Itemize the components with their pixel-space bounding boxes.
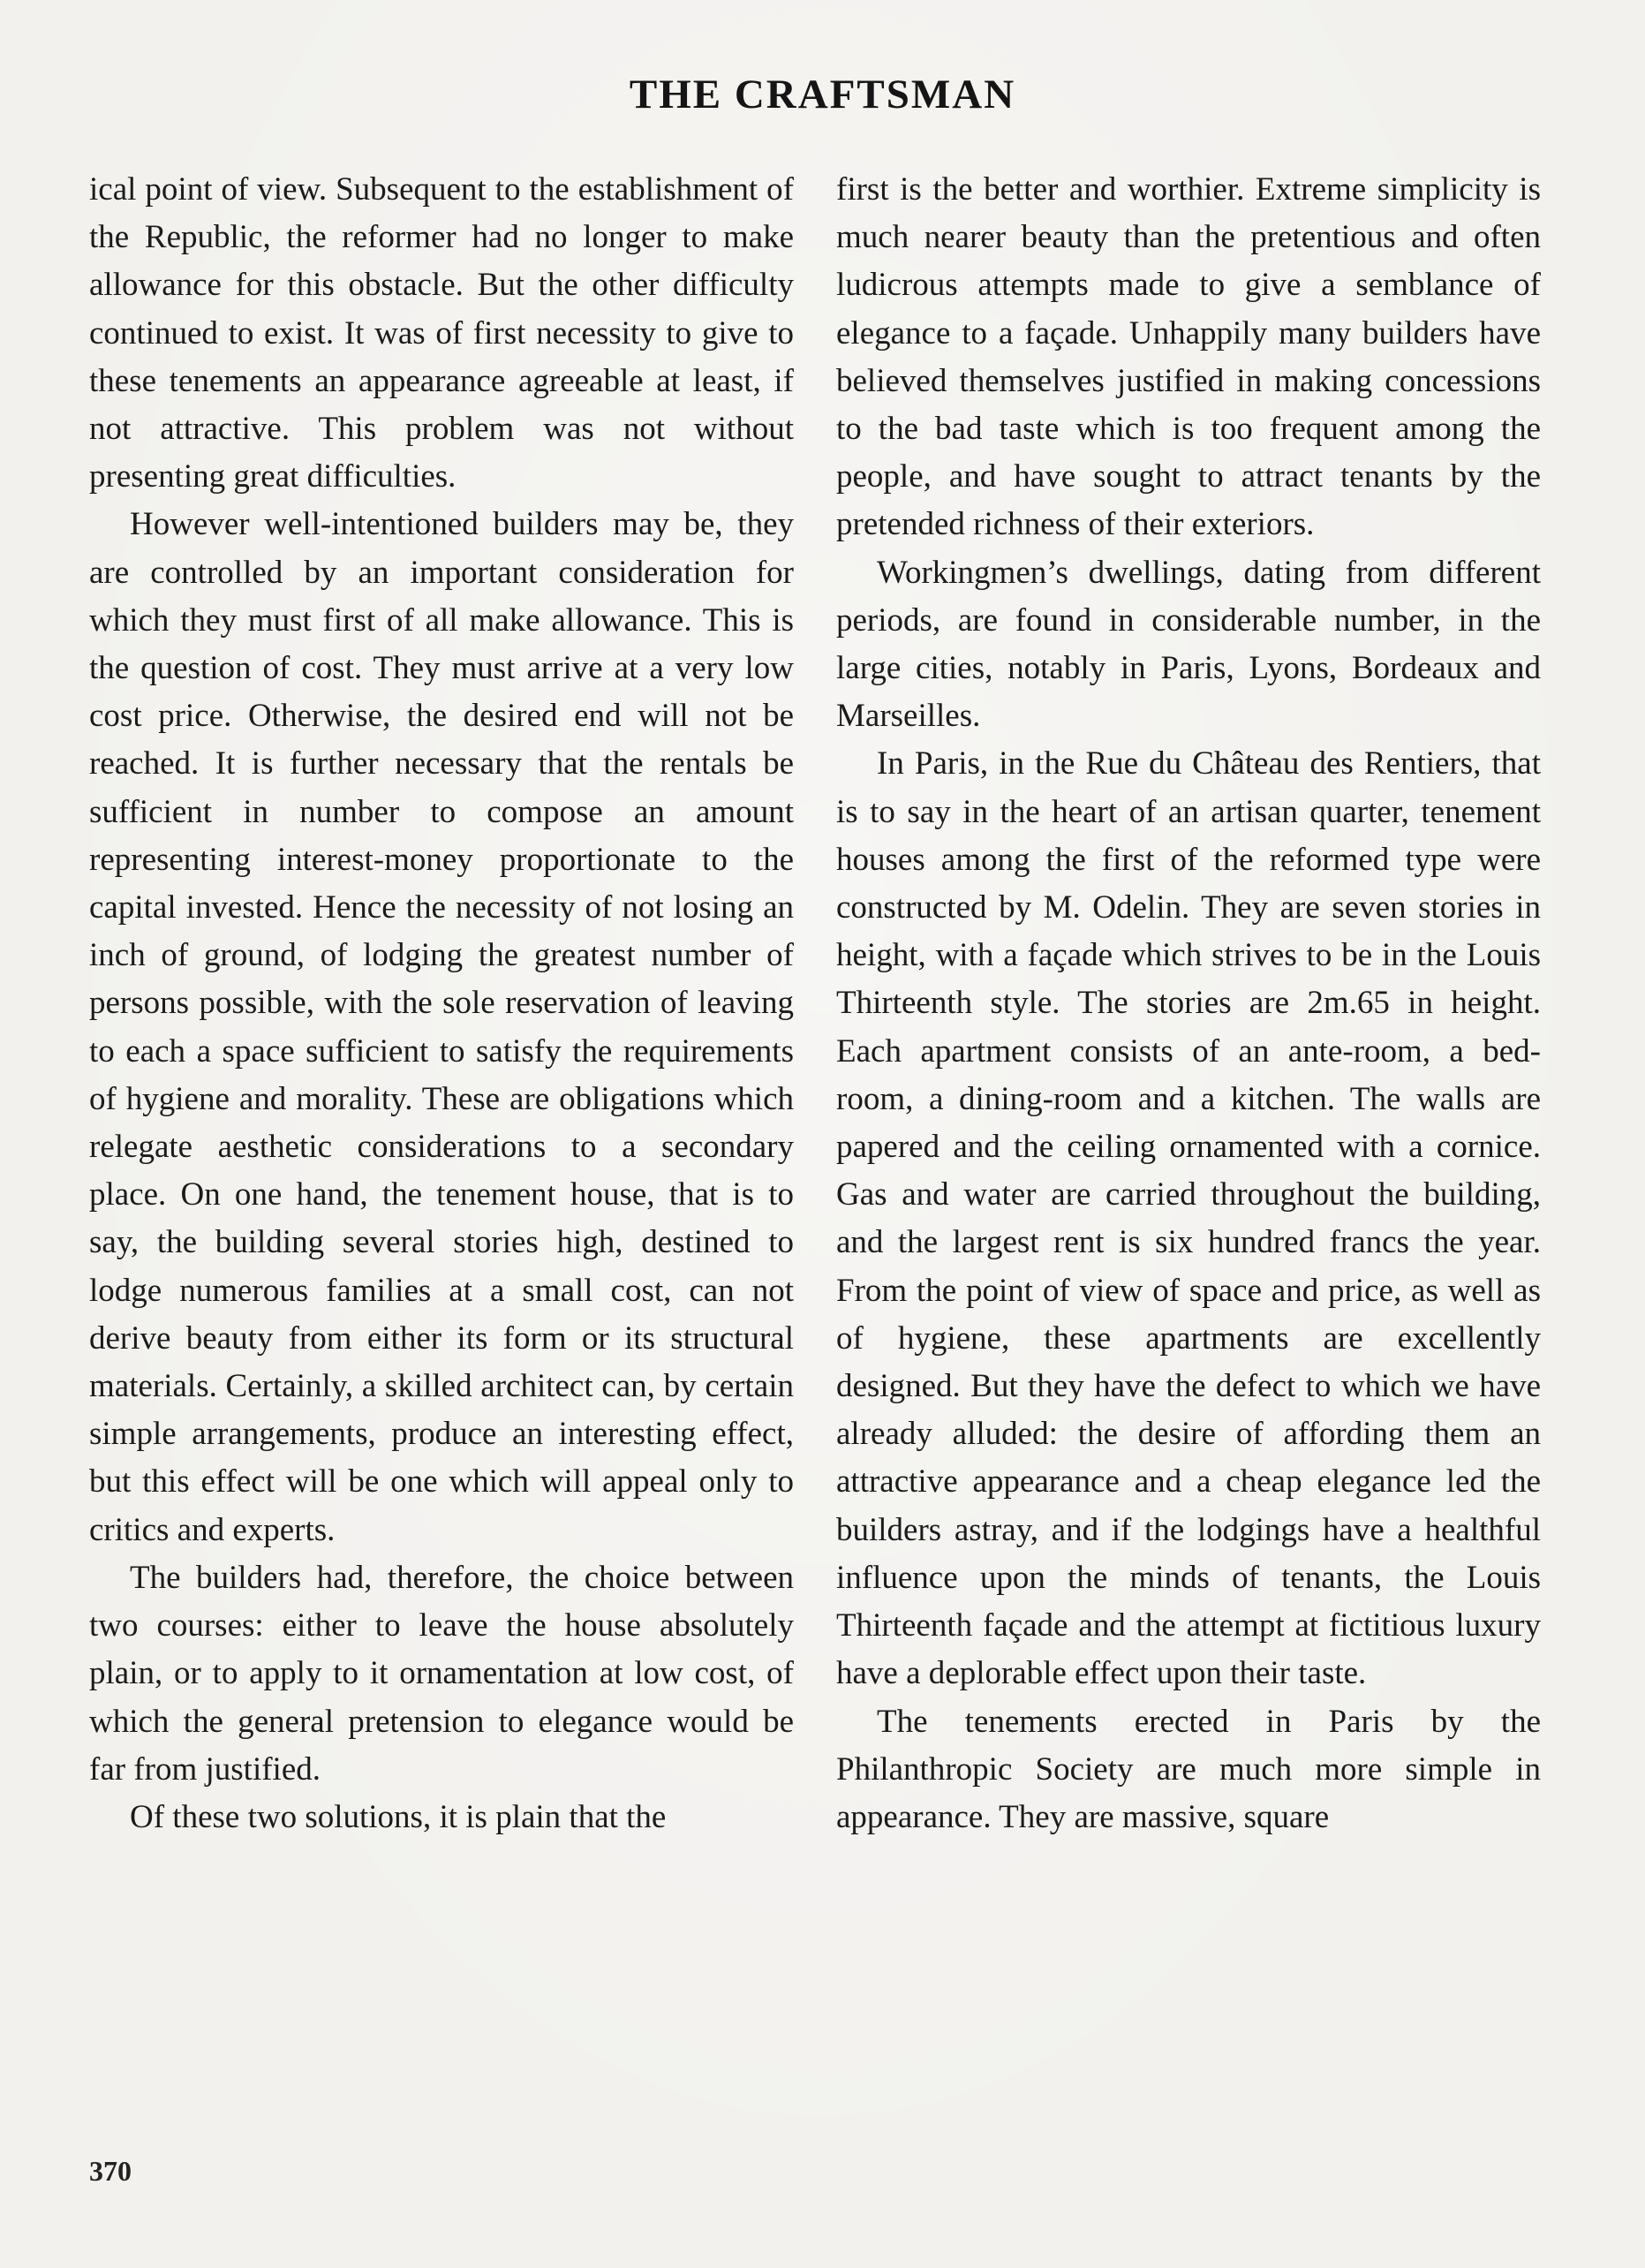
- paragraph: Workingmen’s dwellings, dating from different periods, are found in considerable number, in the large cities, notably in Paris, Lyons, Bordeaux and Marseilles.: [836, 554, 1541, 735]
- paragraph: Of these two solutions, it is plain that the: [130, 1798, 667, 1835]
- left-column: [89, 166, 794, 1841]
- page-number: 370: [89, 2155, 132, 2187]
- paragraph: In Paris, in the Rue du Château des Rentiers, that is to say in the heart of an artisan quarter, tenement houses among the first of the reformed type were constructed by M. Odelin. They are seven stories in height, with a façade which strives to be in the Louis Thirteenth style. The stories are 2m.65 in height. Each apartment consists of an ante-room, a bed-room, a dining-room and a kitchen. The walls are papered and the ceiling ornamented with a cornice. Gas and water are carried throughout the building, and the largest rent is six hundred francs the year. From the point of view of space and price, as well as of hygiene, these apartments are excellently designed. But they have the defect to which we have already alluded: the desire of affording them an attractive appearance and a cheap elegance led the builders astray, and if the lodgings have a healthful influence upon the minds of tenants, the Louis Thirteenth façade and the attempt at fictitious luxury have a deplorable effect upon their taste.: [836, 745, 1541, 1692]
- paragraph: However well-intentioned builders may be, they are controlled by an important consideration for which they must first of all make allowance. This is the question of cost. They must arrive at a very low cost price. Otherwise, the desired end will not be reached. It is further necessary that the rentals be sufficient in number to compose an amount representing interest-money proportionate to the capital invested. Hence the necessity of not losing an inch of ground, of lodging the greatest number of persons possible, with the sole reservation of leaving to each a space sufficient to satisfy the requirements of hygiene and morality. These are obligations which relegate aesthetic considerations to a secondary place. On one hand, the tenement house, that is to say, the building several stories high, destined to lodge numerous families at a small cost, can not derive beauty from either its form or its structural materials. Certainly, a skilled architect can, by certain simple arrangements, produce an interesting effect, but this effect will be one which will appeal only to critics and experts.: [89, 506, 794, 1548]
- paragraph: The tenements erected in Paris by the Philanthropic Society are much more simple in appearance. They are massive, square: [836, 1703, 1541, 1835]
- paragraph: The builders had, therefore, the choice between two courses: either to leave the house absolutely plain, or to apply to it ornamentation at low cost, of which the general pretension to elegance would be far from justified.: [89, 1559, 794, 1788]
- running-head: THE CRAFTSMAN: [629, 72, 1016, 117]
- right-column: [836, 166, 1541, 1841]
- paragraph: first is the better and worthier. Extreme simplicity is much nearer beauty than the pretentious and often ludicrous attempts made to give a semblance of elegance to a façade. Unhappily many builders have believed themselves justified in making concessions to the bad taste which is too frequent among the people, and have sought to attract tenants by the pretended richness of their exteriors.: [836, 171, 1541, 543]
- paragraph: ical point of view. Subsequent to the establishment of the Republic, the reformer had no longer to make allowance for this obstacle. But the other difficulty continued to exist. It was of first necessity to give to these tenements an appearance agreeable at least, if not attractive. This problem was not without presenting great difficulties.: [89, 171, 794, 495]
